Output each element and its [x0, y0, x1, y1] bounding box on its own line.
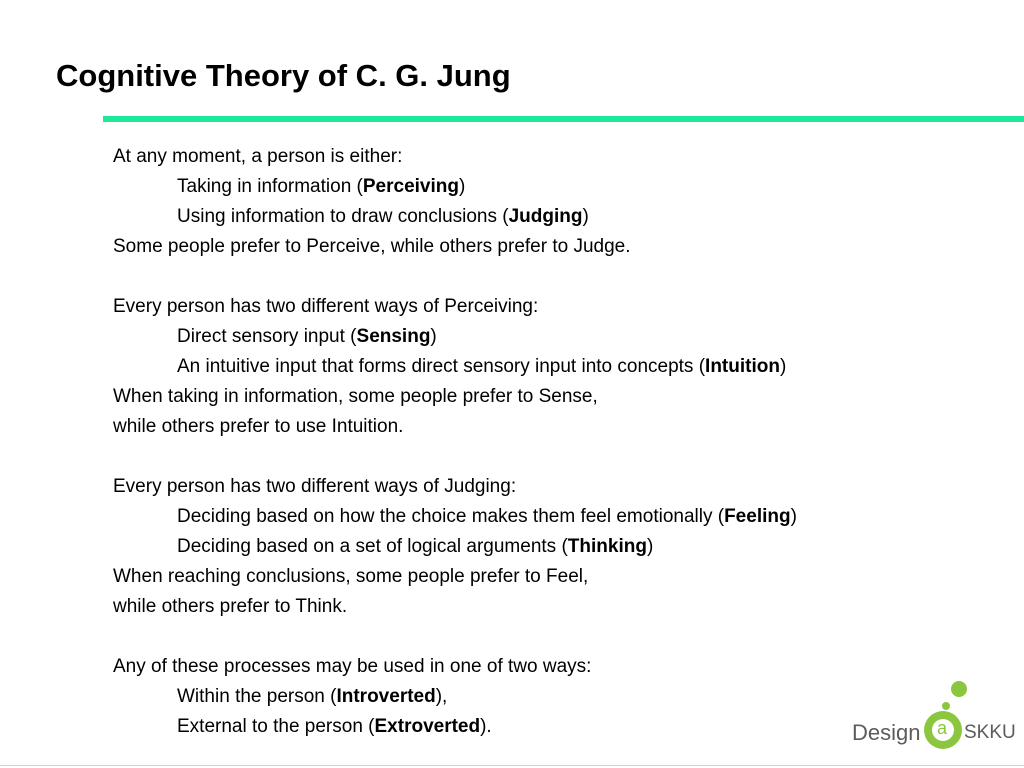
logo-circle-letter: a [937, 718, 948, 738]
footer-divider [0, 765, 1024, 766]
paragraph-summary: Some people prefer to Perceive, while others prefer to Judge. [113, 236, 631, 257]
paragraph-summary: while others prefer to use Intuition. [113, 416, 404, 437]
paragraph-gap [113, 442, 993, 472]
slide-title: Cognitive Theory of C. G. Jung [56, 58, 511, 93]
design-a-skku-logo [850, 680, 1020, 755]
indented-item: Within the person (Introverted), [177, 686, 448, 707]
paragraph-summary: while others prefer to Think. [113, 596, 348, 617]
indented-item: Direct sensory input (Sensing) [177, 326, 437, 347]
slide-body [113, 142, 993, 742]
paragraph-gap [113, 622, 993, 652]
indented-item: Taking in information (Perceiving) [177, 176, 466, 197]
indented-item: An intuitive input that forms direct sensory input into concepts (Intuition) [177, 356, 787, 377]
paragraph-intro: Any of these processes may be used in one of two ways: [113, 656, 592, 677]
indented-item: Deciding based on how the choice makes them feel emotionally (Feeling) [177, 506, 797, 527]
logo-text-design: Design [852, 720, 921, 745]
paragraph-summary: When taking in information, some people prefer to Sense, [113, 386, 598, 407]
paragraph-summary: When reaching conclusions, some people prefer to Feel, [113, 566, 589, 587]
paragraph-intro: Every person has two different ways of Perceiving: [113, 296, 539, 317]
indented-item: Using information to draw conclusions (Judging) [177, 206, 589, 227]
logo-text-skku: SKKU [964, 722, 1016, 743]
paragraph-intro: Every person has two different ways of Judging: [113, 476, 517, 497]
title-accent-rule [103, 116, 1024, 122]
paragraph-intro: At any moment, a person is either: [113, 146, 403, 167]
indented-item: External to the person (Extroverted). [177, 716, 492, 737]
indented-item: Deciding based on a set of logical arguments (Thinking) [177, 536, 654, 557]
paragraph-gap [113, 262, 993, 292]
